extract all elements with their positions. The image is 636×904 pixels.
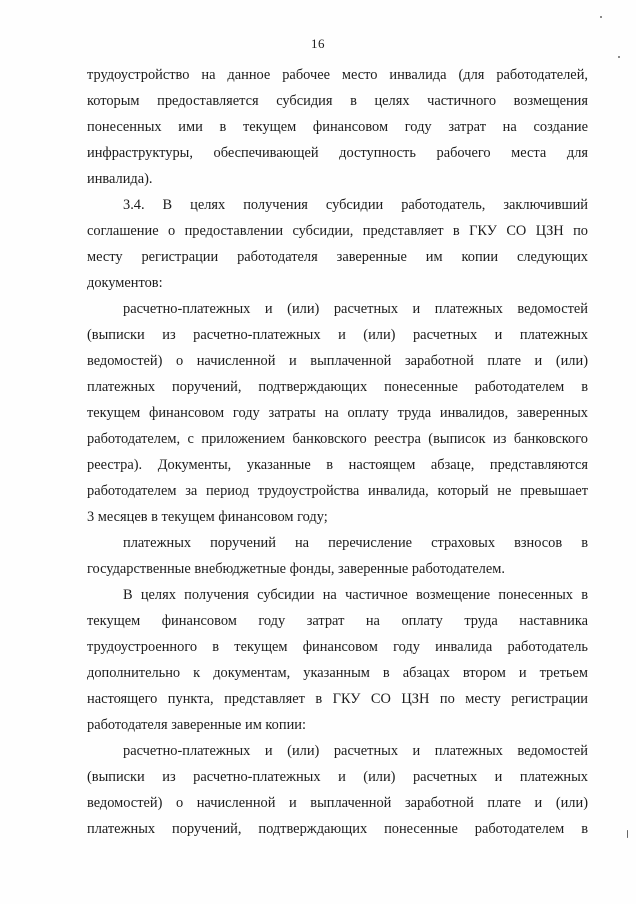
text-line: инфраструктуры, обеспечивающей доступность рабочего места для: [87, 145, 588, 161]
text-line: текущем финансовом году затраты на оплату труда инвалидов, заверенных: [87, 405, 588, 421]
text-line: (выписки из расчетно-платежных и (или) расчетных и платежных: [87, 769, 588, 785]
text-line: платежных поручений, подтверждающих понесенные работодателем в: [87, 379, 588, 395]
text-line: расчетно-платежных и (или) расчетных и платежных ведомостей: [123, 743, 588, 759]
text-line: инвалида).: [87, 171, 153, 187]
text-line: платежных поручений на перечисление страховых взносов в: [123, 535, 588, 551]
text-line: расчетно-платежных и (или) расчетных и платежных ведомостей: [123, 301, 588, 317]
text-line: документов:: [87, 275, 163, 291]
text-line: 3.4. В целях получения субсидии работодатель, заключивший: [123, 197, 588, 213]
scan-speck: [627, 830, 628, 838]
text-line: дополнительно к документам, указанным в абзацах втором и третьем: [87, 665, 588, 681]
scan-speck: [600, 16, 602, 18]
text-line: государственные внебюджетные фонды, заверенные работодателем.: [87, 561, 505, 577]
text-line: реестра). Документы, указанные в настоящем абзаце, представляются: [87, 457, 588, 473]
text-line: работодателем, с приложением банковского реестра (выписок из банковского: [87, 431, 588, 447]
text-line: ведомостей) о начисленной и выплаченной заработной плате и (или): [87, 353, 588, 369]
text-line: трудоустройство на данное рабочее место инвалида (для работодателей,: [87, 67, 588, 83]
text-line: текущем финансовом году затрат на оплату труда наставника: [87, 613, 588, 629]
text-line: понесенных ими в текущем финансовом году затрат на создание: [87, 119, 588, 135]
text-line: 3 месяцев в текущем финансовом году;: [87, 509, 328, 525]
page-number: 16: [311, 36, 325, 51]
text-line: ведомостей) о начисленной и выплаченной заработной плате и (или): [87, 795, 588, 811]
scan-speck: [618, 56, 620, 58]
text-line: которым предоставляется субсидия в целях частичного возмещения: [87, 93, 588, 109]
text-line: соглашение о предоставлении субсидии, представляет в ГКУ СО ЦЗН по: [87, 223, 588, 239]
text-line: В целях получения субсидии на частичное возмещение понесенных в: [123, 587, 588, 603]
text-line: работодателем за период трудоустройства инвалида, который не превышает: [87, 483, 588, 499]
text-line: месту регистрации работодателя заверенные им копии следующих: [87, 249, 588, 265]
text-line: платежных поручений, подтверждающих понесенные работодателем в: [87, 821, 588, 837]
text-line: настоящего пункта, представляет в ГКУ СО ЦЗН по месту регистрации: [87, 691, 588, 707]
text-line: работодателя заверенные им копии:: [87, 717, 306, 733]
text-line: трудоустроенного в текущем финансовом году инвалида работодатель: [87, 639, 588, 655]
text-line: (выписки из расчетно-платежных и (или) расчетных и платежных: [87, 327, 588, 343]
